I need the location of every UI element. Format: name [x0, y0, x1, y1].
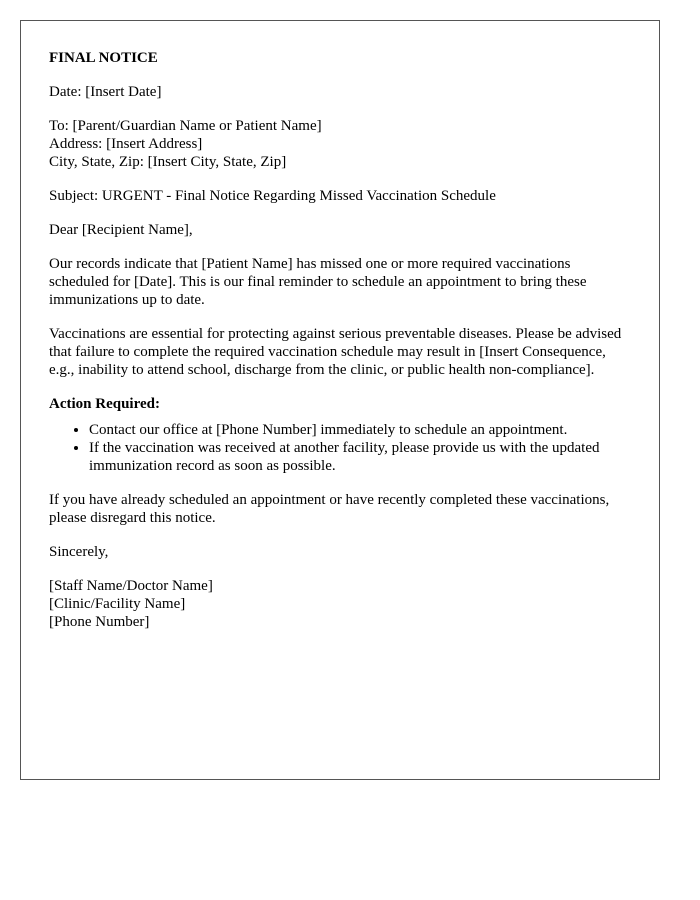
closing: Sincerely,: [49, 544, 109, 560]
date-line: Date: [Insert Date]: [49, 84, 162, 100]
letter-document: [20, 20, 660, 780]
subject-line: Subject: URGENT - Final Notice Regarding Missed Vaccination Schedule: [49, 188, 496, 204]
recipient-city-line: City, State, Zip: [Insert City, State, Zip]: [49, 154, 287, 170]
recipient-name-line: To: [Parent/Guardian Name or Patient Name]: [49, 118, 322, 134]
action-item-records: • If the vaccination was received at another facility, please provide us with the updated immunization record as soon as possible.: [89, 439, 631, 475]
signature-block: [49, 577, 631, 631]
signature-staff-name: [Staff Name/Doctor Name]: [49, 578, 213, 594]
action-required-heading: Action Required:: [49, 396, 160, 412]
body-paragraph-importance: Vaccinations are essential for protecting against serious preventable diseases. Please be advised that failure to complete the required vaccination schedule may result in [Insert Consequence, e.g., inability to attend school, discharge from the clinic, or public health non-compliance].: [49, 326, 622, 378]
recipient-address-line: Address: [Insert Address]: [49, 136, 203, 152]
body-paragraph-records: Our records indicate that [Patient Name] has missed one or more required vaccinations scheduled for [Date]. This is our final reminder to schedule an appointment to bring these immunizations up to date.: [49, 256, 587, 308]
body-paragraph-disregard: If you have already scheduled an appointment or have recently completed these vaccinations, please disregard this notice.: [49, 492, 610, 526]
recipient-block: [49, 117, 631, 171]
signature-clinic-name: [Clinic/Facility Name]: [49, 596, 186, 612]
signature-phone: [Phone Number]: [49, 614, 150, 630]
action-list: [49, 421, 631, 475]
greeting: Dear [Recipient Name],: [49, 222, 193, 238]
action-item-contact: • Contact our office at [Phone Number] immediately to schedule an appointment.: [89, 421, 631, 439]
notice-title: FINAL NOTICE: [49, 50, 158, 66]
